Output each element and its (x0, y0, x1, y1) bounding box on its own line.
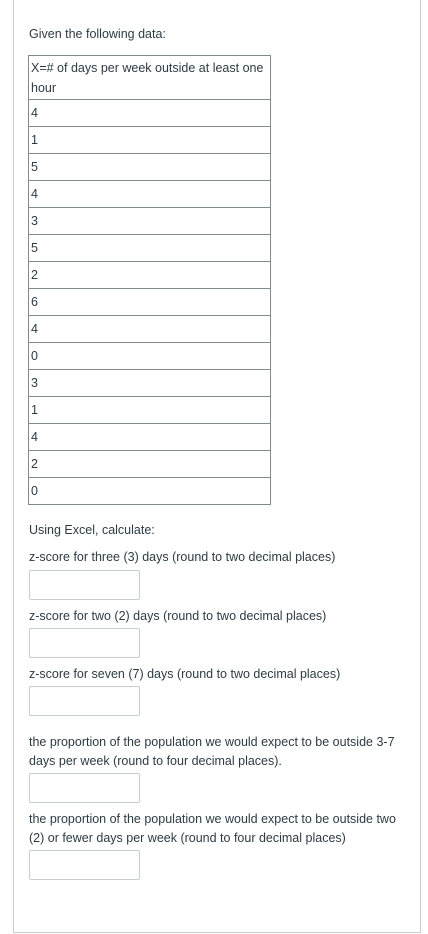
table-cell: 2 (29, 451, 271, 478)
table-row (29, 370, 271, 397)
answer-input-proportion-3-7[interactable] (29, 773, 140, 803)
answer-input-z2[interactable] (29, 628, 140, 658)
answer-input-z7[interactable] (29, 686, 140, 716)
intro-text: Given the following data: (29, 27, 166, 41)
table-row (29, 100, 271, 127)
table-cell: 2 (29, 262, 271, 289)
table-header-cell: X=# of days per week outside at least one hour (29, 56, 271, 100)
table-cell: 1 (29, 127, 271, 154)
answer-input-proportion-2-or-fewer[interactable] (29, 850, 140, 880)
table-cell: 3 (29, 208, 271, 235)
table-header-row (29, 56, 271, 100)
table-cell: 0 (29, 478, 271, 505)
table-row (29, 181, 271, 208)
table-cell: 5 (29, 154, 271, 181)
question-label-z2: z-score for two (2) days (round to two decimal places) (29, 609, 327, 623)
instructions-text: Using Excel, calculate: (29, 523, 155, 537)
table-row (29, 478, 271, 505)
table-row (29, 343, 271, 370)
question-label-proportion-3-7: the proportion of the population we would expect to be outside 3-7 days per week (round to four decimal places). (29, 735, 395, 768)
answer-input-z3[interactable] (29, 570, 140, 600)
table-cell: 4 (29, 100, 271, 127)
table-cell: 4 (29, 316, 271, 343)
table-row (29, 262, 271, 289)
table-row (29, 154, 271, 181)
question-label-z7: z-score for seven (7) days (round to two decimal places) (29, 667, 341, 681)
table-cell: 0 (29, 343, 271, 370)
table-row (29, 316, 271, 343)
question-label-proportion-2-or-fewer: the proportion of the population we would expect to be outside two (2) or fewer days per week (round to four decimal places) (29, 812, 396, 845)
table-cell: 6 (29, 289, 271, 316)
table-row (29, 424, 271, 451)
question-label-z3: z-score for three (3) days (round to two decimal places) (29, 550, 336, 564)
table-cell: 5 (29, 235, 271, 262)
table-row (29, 397, 271, 424)
table-row (29, 235, 271, 262)
table-row (29, 451, 271, 478)
table-row (29, 208, 271, 235)
table-cell: 1 (29, 397, 271, 424)
table-row (29, 289, 271, 316)
table-cell: 4 (29, 424, 271, 451)
table-row (29, 127, 271, 154)
data-table (28, 55, 271, 505)
table-cell: 4 (29, 181, 271, 208)
table-cell: 3 (29, 370, 271, 397)
